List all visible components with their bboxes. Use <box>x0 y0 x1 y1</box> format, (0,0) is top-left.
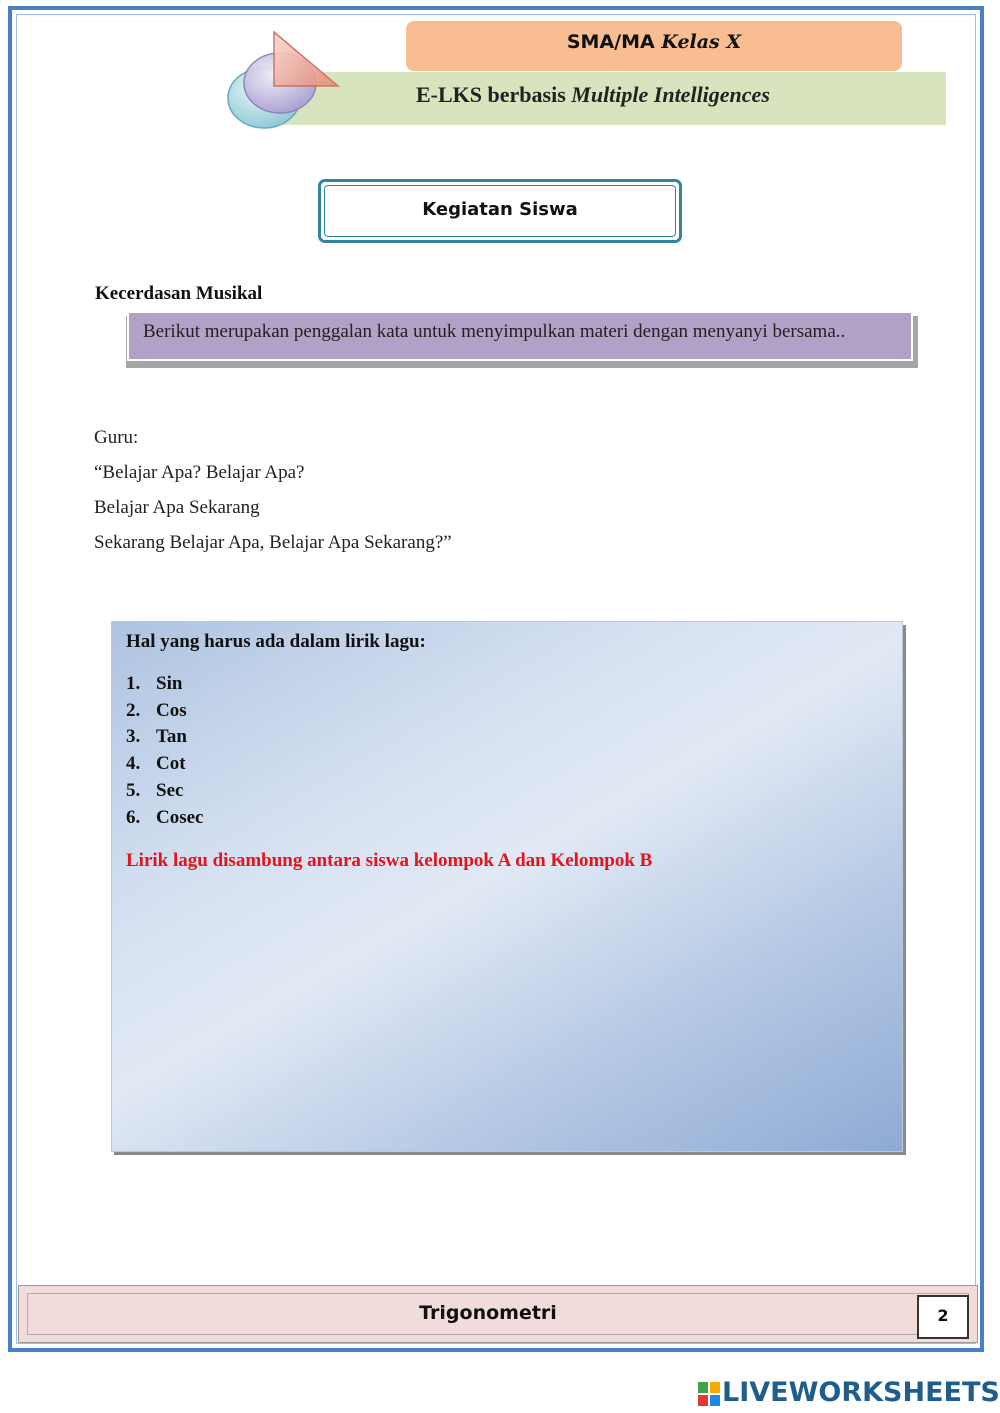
lyric-line: Belajar Apa Sekarang <box>94 497 260 518</box>
lyric-line: Sekarang Belajar Apa, Belajar Apa Sekarang?” <box>94 532 452 553</box>
footer-topic: Trigonometri <box>419 1302 557 1324</box>
list-item-number: 5. <box>126 780 141 801</box>
panel-title: Hal yang harus ada dalam lirik lagu: <box>126 631 426 652</box>
list-item-text: Cot <box>156 753 186 774</box>
instruction-text: Berikut merupakan penggalan kata untuk menyimpulkan materi dengan menyanyi bersama.. <box>143 321 846 342</box>
header-subtitle: E-LKS berbasis Multiple Intelligences <box>416 82 770 107</box>
page-number: 2 <box>937 1306 949 1325</box>
lyric-line: “Belajar Apa? Belajar Apa? <box>94 462 305 483</box>
requirements-panel <box>111 621 903 1152</box>
list-item-text: Sin <box>156 673 183 694</box>
watermark-text: LIVEWORKSHEETS <box>722 1377 1000 1408</box>
list-item-number: 4. <box>126 753 141 774</box>
list-item-number: 3. <box>126 726 141 747</box>
group-note: Lirik lagu disambung antara siswa kelompok A dan Kelompok B <box>126 850 653 871</box>
liveworksheets-logo-icon <box>698 1382 720 1406</box>
list-item-number: 1. <box>126 673 141 694</box>
list-item-text: Sec <box>156 780 184 801</box>
list-item-text: Tan <box>156 726 187 747</box>
list-item-number: 6. <box>126 807 141 828</box>
list-item-number: 2. <box>126 700 141 721</box>
section-title: Kecerdasan Musikal <box>95 283 263 304</box>
list-item-text: Cos <box>156 700 187 721</box>
lyric-line: Guru: <box>94 427 139 448</box>
shapes-logo-icon <box>222 28 347 133</box>
list-item-text: Cosec <box>156 807 204 828</box>
header-level-text: SMA/MA Kelas X <box>566 31 742 53</box>
activity-title: Kegiatan Siswa <box>422 199 578 220</box>
